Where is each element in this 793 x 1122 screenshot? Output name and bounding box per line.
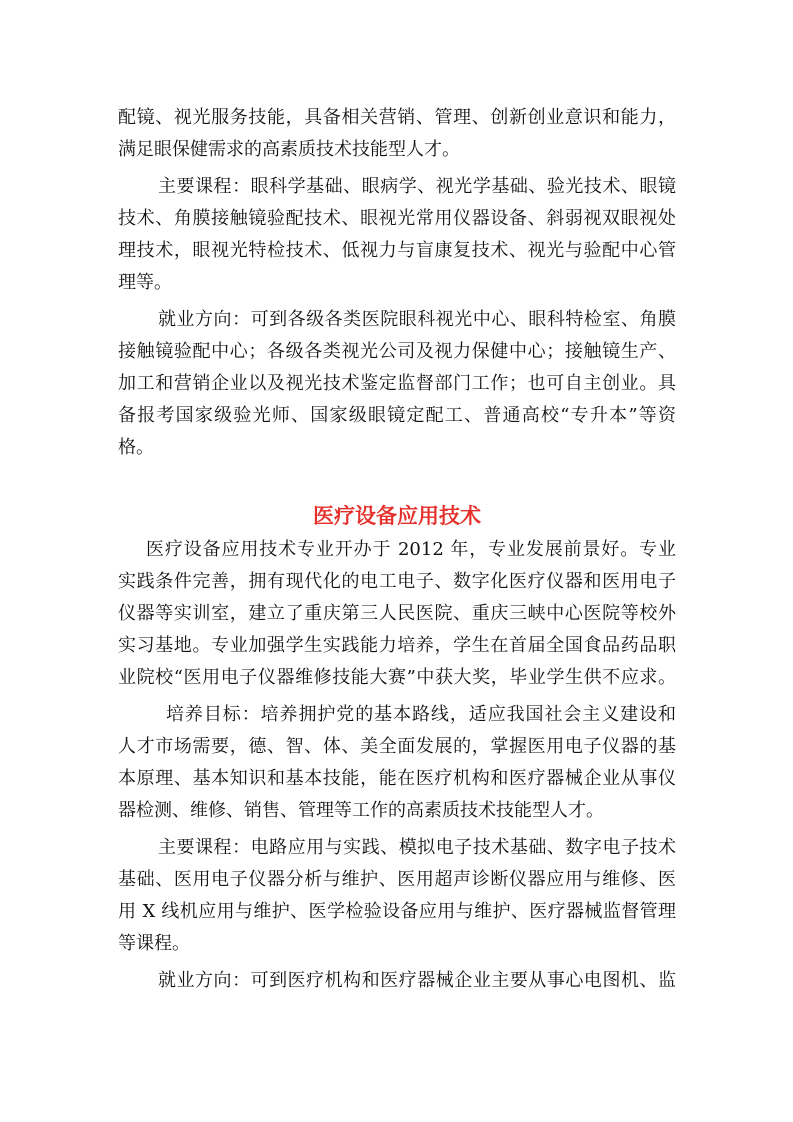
text-line: 等课程。 (118, 933, 190, 954)
text-line: 备报考国家级验光师、国家级眼镜定配工、普通高校“专升本”等资 (118, 405, 676, 426)
text-line: 主要课程：眼科学基础、眼病学、视光学基础、验光技术、眼镜 (158, 176, 676, 197)
paragraph-career-direction-optometry (118, 304, 676, 464)
document-body (118, 102, 676, 997)
section-medical-equipment (118, 500, 676, 997)
text-line: 用 X 线机应用与维护、医学检验设备应用与维护、医疗器械监督管理 (118, 901, 676, 922)
text-line: 加工和营销企业以及视光技术鉴定监督部门工作；也可自主创业。具 (118, 373, 676, 394)
text-line: 医疗设备应用技术专业开办于 2012 年，专业发展前景好。专业 (146, 539, 676, 560)
section-optometry (118, 102, 676, 464)
paragraph-program-introduction (118, 534, 676, 694)
text-line: 就业方向：可到各级各类医院眼科视光中心、眼科特检室、角膜 (158, 309, 676, 330)
text-line: 满足眼保健需求的高素质技术技能型人才。 (118, 139, 460, 160)
text-line: 理等。 (118, 272, 172, 293)
text-line: 实习基地。专业加强学生实践能力培养，学生在首届全国食品药品职 (118, 635, 676, 656)
text-line: 基础、医用电子仪器分析与维护、医用超声诊断仪器应用与维修、医 (118, 869, 676, 890)
section-heading-medical-equipment: 医疗设备应用技术 (313, 503, 481, 528)
paragraph-main-courses (118, 832, 676, 960)
text-line: 人才市场需要，德、智、体、美全面发展的，掌握医用电子仪器的基 (118, 736, 676, 757)
text-line: 器检测、维修、销售、管理等工作的高素质技术技能型人才。 (118, 800, 604, 821)
text-line: 本原理、基本知识和基本技能，能在医疗机构和医疗器械企业从事仪 (118, 768, 676, 789)
text-line: 仪器等实训室，建立了重庆第三人民医院、重庆三峡中心医院等校外 (118, 603, 676, 624)
paragraph-career-direction (118, 965, 676, 997)
text-line: 业院校“医用电子仪器维修技能大赛”中获大奖，毕业学生供不应求。 (118, 667, 676, 688)
text-line: 培养目标：培养拥护党的基本路线，适应我国社会主义建设和 (166, 704, 676, 725)
text-line: 实践条件完善，拥有现代化的电工电子、数字化医疗仪器和医用电子 (118, 571, 676, 592)
paragraph-training-goal (118, 699, 676, 827)
text-line: 主要课程：电路应用与实践、模拟电子技术基础、数字电子技术 (158, 837, 676, 858)
paragraph-main-courses-optometry (118, 171, 676, 299)
text-line: 就业方向：可到医疗机构和医疗器械企业主要从事心电图机、监 (158, 970, 676, 991)
text-line: 格。 (118, 437, 154, 458)
text-line: 技术、角膜接触镜验配技术、眼视光常用仪器设备、斜弱视双眼视处 (118, 208, 676, 229)
text-line: 配镜、视光服务技能，具备相关营销、管理、创新创业意识和能力， (118, 107, 676, 128)
paragraph-training-goal-continuation (118, 102, 676, 166)
text-line: 理技术，眼视光特检技术、低视力与盲康复技术、视光与验配中心管 (118, 240, 676, 261)
text-line: 接触镜验配中心；各级各类视光公司及视力保健中心；接触镜生产、 (118, 341, 676, 362)
